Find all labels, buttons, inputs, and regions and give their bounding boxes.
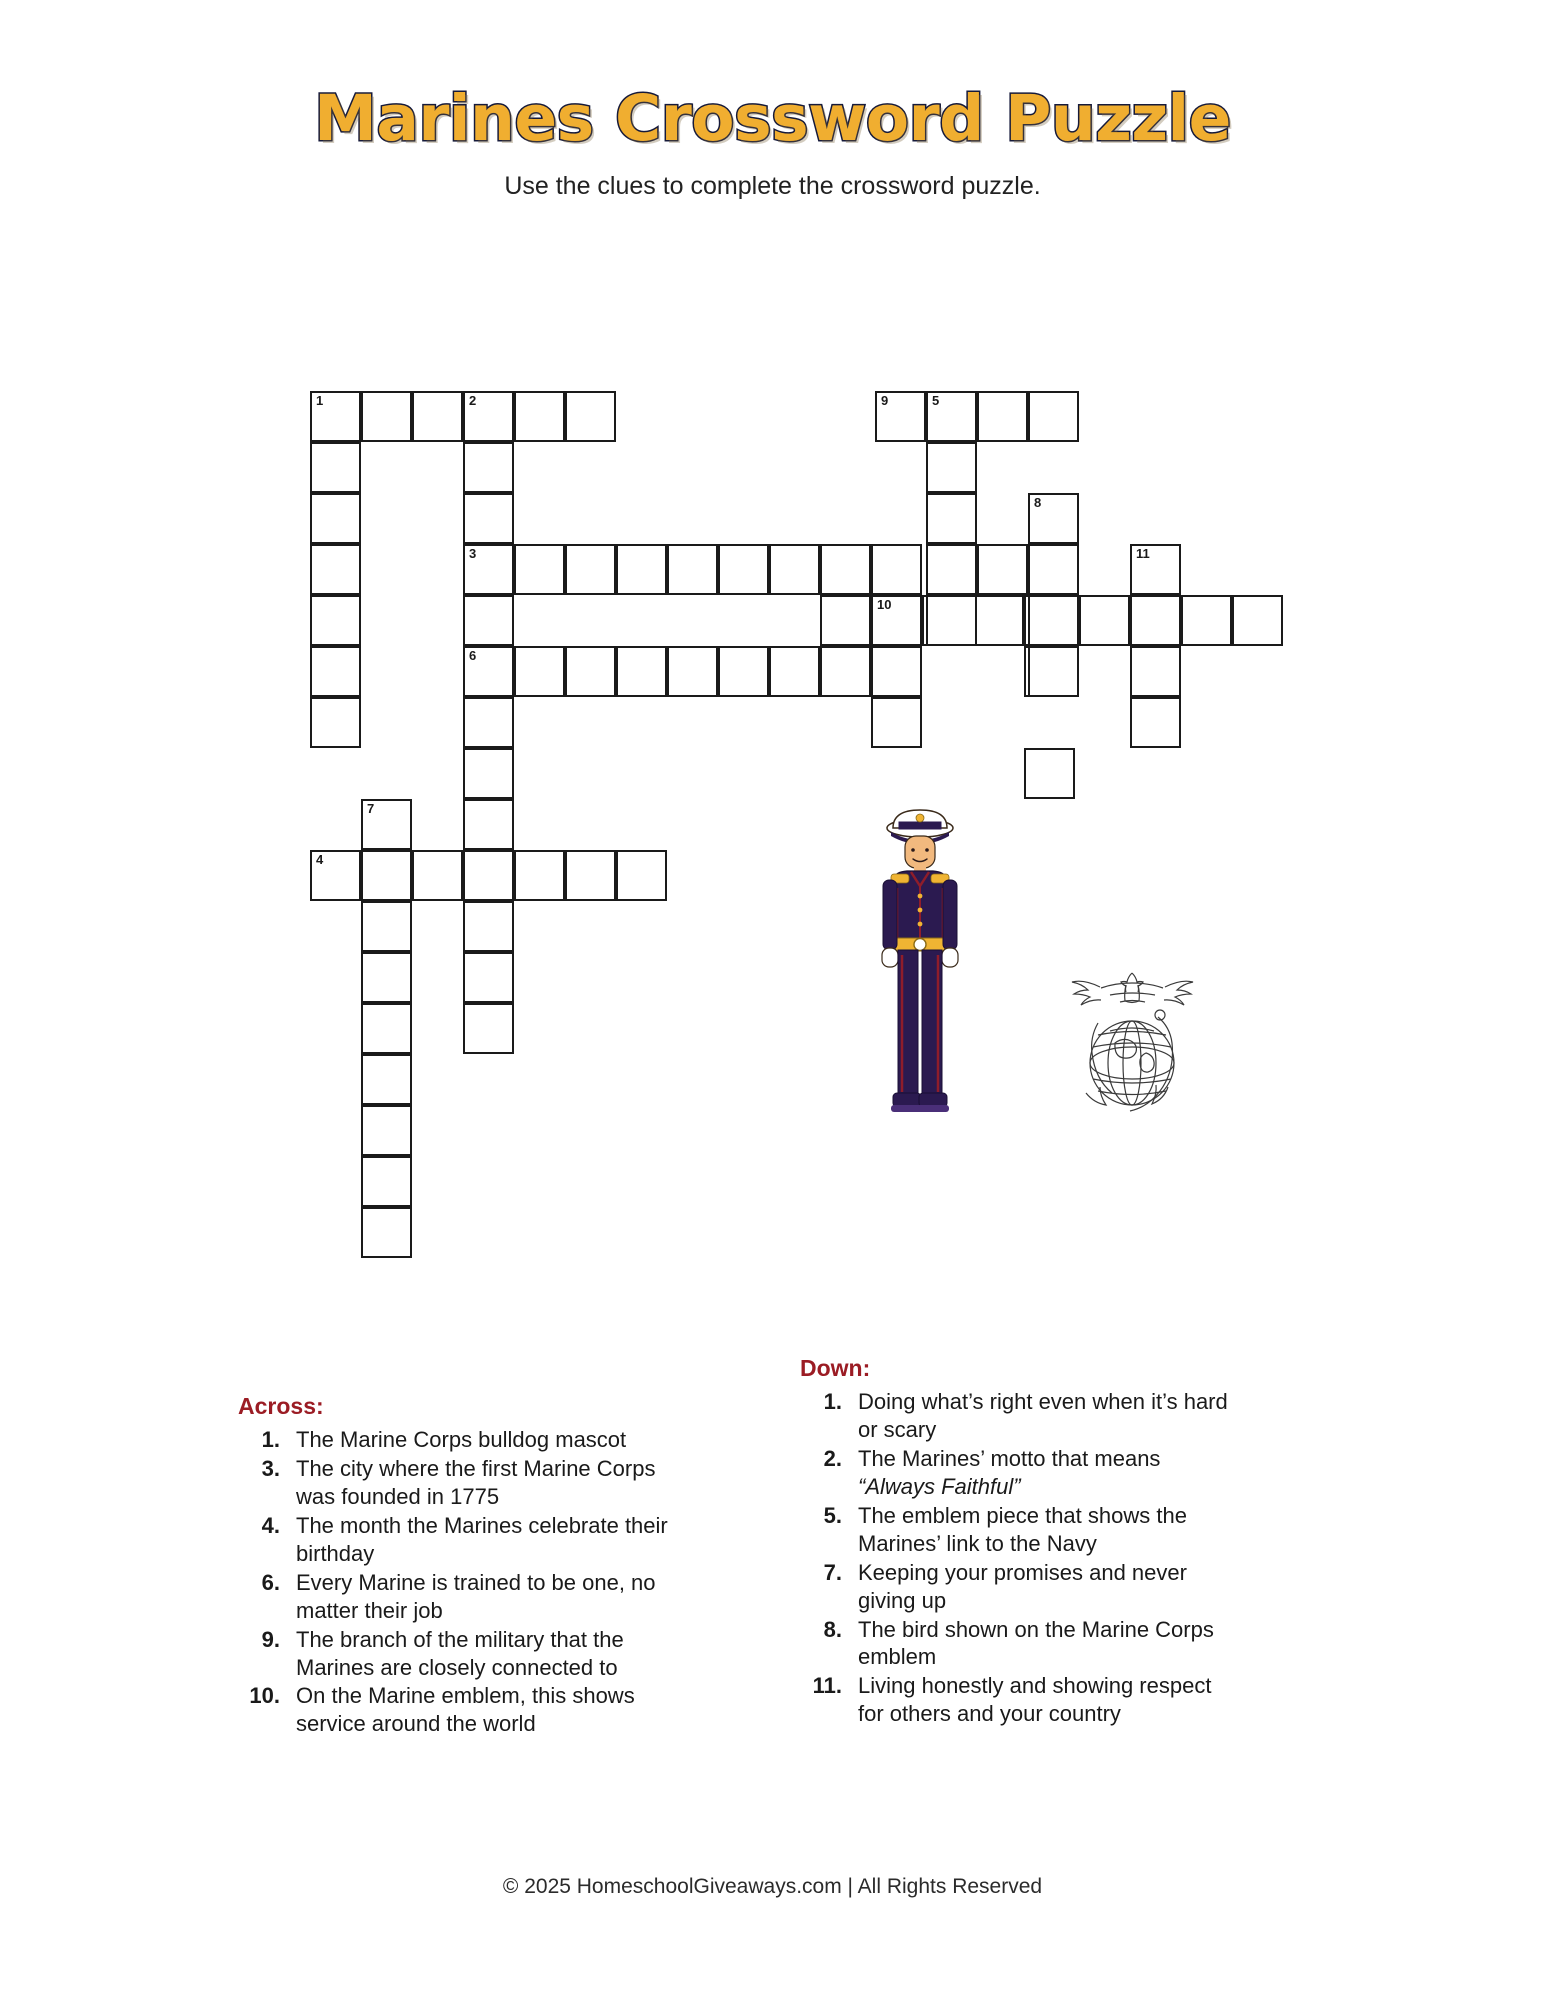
down-clue-text: Doing what’s right even when it’s hard or scary <box>858 1389 1228 1442</box>
crossword-cell[interactable] <box>463 850 514 901</box>
crossword-cell[interactable] <box>361 1156 412 1207</box>
across-clue-text: On the Marine emblem, this shows service around the world <box>296 1683 635 1737</box>
across-clue-item <box>238 1512 668 1568</box>
crossword-cell[interactable] <box>412 391 463 442</box>
clues-section <box>0 1355 1545 1815</box>
crossword-cell[interactable] <box>1079 595 1130 646</box>
crossword-cell[interactable] <box>1232 595 1283 646</box>
down-clue-number: 2. <box>823 1445 842 1471</box>
crossword-cell[interactable] <box>871 697 922 748</box>
crossword-cell[interactable] <box>616 544 667 595</box>
crossword-clue-number: 1 <box>316 393 324 408</box>
down-clue-number: 8. <box>823 1616 842 1642</box>
crossword-cell[interactable] <box>926 493 977 544</box>
crossword-cell[interactable] <box>310 697 361 748</box>
crossword-cell[interactable] <box>463 799 514 850</box>
down-clue-item <box>800 1616 1230 1672</box>
down-clue-text: The emblem piece that shows the Marines’ link to the Navy <box>858 1502 1187 1556</box>
crossword-cell[interactable] <box>667 646 718 697</box>
crossword-cell[interactable] <box>926 391 977 442</box>
crossword-clue-number: 2 <box>469 393 477 408</box>
down-clues-column <box>800 1355 1230 1729</box>
crossword-cell[interactable] <box>565 850 616 901</box>
crossword-cell[interactable] <box>616 850 667 901</box>
crossword-cell[interactable] <box>361 1105 412 1156</box>
crossword-cell[interactable] <box>463 748 514 799</box>
down-heading: Down: <box>800 1355 871 1381</box>
crossword-cell[interactable] <box>310 391 361 442</box>
crossword-cell[interactable] <box>310 850 361 901</box>
crossword-cell[interactable] <box>310 442 361 493</box>
crossword-cell[interactable] <box>463 697 514 748</box>
crossword-cell[interactable] <box>565 391 616 442</box>
crossword-clue-number: 3 <box>469 546 477 561</box>
crossword-cell[interactable] <box>1028 646 1079 697</box>
crossword-cell[interactable] <box>977 391 1028 442</box>
down-clue-number: 7. <box>823 1559 842 1585</box>
down-clue-item <box>800 1672 1230 1728</box>
crossword-cell[interactable] <box>667 544 718 595</box>
across-clue-item <box>238 1569 668 1625</box>
crossword-cell[interactable] <box>463 442 514 493</box>
crossword-cell[interactable] <box>875 391 926 442</box>
crossword-cell[interactable] <box>310 595 361 646</box>
crossword-cell[interactable] <box>871 595 922 646</box>
across-clues-column <box>238 1355 668 1739</box>
title-block <box>0 0 1545 201</box>
down-clue-item <box>800 1559 1230 1615</box>
crossword-cell[interactable] <box>514 544 565 595</box>
down-clue-emphasis: “Always Faithful” <box>858 1473 1021 1499</box>
crossword-cell[interactable] <box>977 544 1028 595</box>
crossword-cell[interactable] <box>463 595 514 646</box>
across-clue-text: The branch of the military that the Marines are closely connected to <box>296 1626 624 1680</box>
crossword-cell[interactable] <box>361 1003 412 1054</box>
page-title: Marines Crossword Puzzle <box>314 82 1231 155</box>
down-clue-item <box>800 1388 1230 1444</box>
down-clue-text: The Marines’ motto that means “Always Faithful” <box>858 1445 1161 1499</box>
down-clue-number: 5. <box>823 1502 842 1528</box>
crossword-cell[interactable] <box>769 646 820 697</box>
across-heading: Across: <box>238 1393 324 1419</box>
crossword-cell[interactable] <box>973 595 1024 646</box>
crossword-clue-number: 10 <box>877 597 892 612</box>
crossword-cell[interactable] <box>463 1003 514 1054</box>
across-clue-number: 9. <box>261 1626 280 1652</box>
crossword-clue-number: 8 <box>1034 495 1042 510</box>
crossword-cell[interactable] <box>820 646 871 697</box>
across-clue-item <box>238 1626 668 1682</box>
down-clue-list <box>800 1388 1230 1728</box>
across-clue-text: The city where the first Marine Corps was founded in 1775 <box>296 1455 656 1509</box>
crossword-cell[interactable] <box>820 595 871 646</box>
across-clue-number: 6. <box>261 1569 280 1595</box>
crossword-cell[interactable] <box>514 646 565 697</box>
across-clue-number: 1. <box>261 1427 280 1452</box>
across-clue-number: 10. <box>249 1683 280 1709</box>
crossword-cell[interactable] <box>463 646 514 697</box>
crossword-cell[interactable] <box>1130 595 1181 646</box>
crossword-cell[interactable] <box>361 850 412 901</box>
crossword-cell[interactable] <box>565 544 616 595</box>
crossword-cell[interactable] <box>926 544 977 595</box>
crossword-cell[interactable] <box>616 646 667 697</box>
down-clue-item <box>800 1445 1230 1501</box>
crossword-cell[interactable] <box>1130 544 1181 595</box>
down-clue-text: Keeping your promises and never giving up <box>858 1559 1187 1613</box>
crossword-cell[interactable] <box>718 544 769 595</box>
crossword-cell[interactable] <box>1028 391 1079 442</box>
across-clue-number: 4. <box>261 1512 280 1538</box>
crossword-cell[interactable] <box>1130 646 1181 697</box>
crossword-cell[interactable] <box>361 1207 412 1258</box>
crossword-cell[interactable] <box>463 901 514 952</box>
crossword-clue-number: 9 <box>881 393 889 408</box>
crossword-clue-number: 11 <box>1136 546 1150 561</box>
eagle-globe-anchor-icon <box>1060 965 1205 1125</box>
crossword-cell[interactable] <box>1028 493 1079 544</box>
crossword-cell[interactable] <box>1028 544 1079 595</box>
crossword-cell[interactable] <box>463 952 514 1003</box>
crossword-cell[interactable] <box>1024 748 1075 799</box>
down-clue-text: The bird shown on the Marine Corps emblem <box>858 1616 1214 1670</box>
crossword-cell[interactable] <box>1028 595 1079 646</box>
marine-soldier-icon <box>855 800 985 1130</box>
page-subtitle: Use the clues to complete the crossword puzzle. <box>504 172 1041 201</box>
crossword-cell[interactable] <box>769 544 820 595</box>
crossword-clue-number: 5 <box>932 393 940 408</box>
footer-copyright: © 2025 HomeschoolGiveaways.com | All Rights Reserved <box>502 1875 1043 1898</box>
across-clue-text: The month the Marines celebrate their birthday <box>296 1512 668 1566</box>
crossword-cell[interactable] <box>871 544 922 595</box>
crossword-cell[interactable] <box>310 646 361 697</box>
down-clue-text: Living honestly and showing respect for others and your country <box>858 1673 1212 1727</box>
crossword-clue-number: 4 <box>316 852 324 867</box>
across-clue-list <box>238 1426 668 1738</box>
crossword-cell[interactable] <box>1130 697 1181 748</box>
crossword-cell[interactable] <box>463 391 514 442</box>
crossword-cell[interactable] <box>718 646 769 697</box>
down-clue-number: 11. <box>812 1673 842 1699</box>
crossword-cell[interactable] <box>361 1054 412 1105</box>
crossword-cell[interactable] <box>871 646 922 697</box>
crossword-cell[interactable] <box>361 391 412 442</box>
crossword-cell[interactable] <box>361 799 412 850</box>
crossword-cell[interactable] <box>926 595 977 646</box>
down-clue-number: 1. <box>823 1389 842 1414</box>
crossword-cell[interactable] <box>565 646 616 697</box>
across-clue-item <box>238 1455 668 1511</box>
crossword-cell[interactable] <box>361 952 412 1003</box>
crossword-cell[interactable] <box>361 901 412 952</box>
across-clue-number: 3. <box>261 1455 280 1481</box>
across-clue-item <box>238 1426 668 1454</box>
crossword-cell[interactable] <box>310 544 361 595</box>
down-clue-item <box>800 1502 1230 1558</box>
crossword-cell[interactable] <box>463 493 514 544</box>
across-clue-text: The Marine Corps bulldog mascot <box>296 1427 627 1452</box>
crossword-clue-number: 6 <box>469 648 477 663</box>
across-clue-text: Every Marine is trained to be one, no matter their job <box>296 1569 656 1623</box>
crossword-cell[interactable] <box>514 391 565 442</box>
crossword-cell[interactable] <box>412 850 463 901</box>
crossword-cell[interactable] <box>1181 595 1232 646</box>
crossword-cell[interactable] <box>926 442 977 493</box>
crossword-cell[interactable] <box>820 544 871 595</box>
crossword-cell[interactable] <box>514 850 565 901</box>
crossword-cell[interactable] <box>310 493 361 544</box>
across-clue-item <box>238 1682 668 1738</box>
crossword-cell[interactable] <box>463 544 514 595</box>
crossword-clue-number: 7 <box>367 801 375 816</box>
